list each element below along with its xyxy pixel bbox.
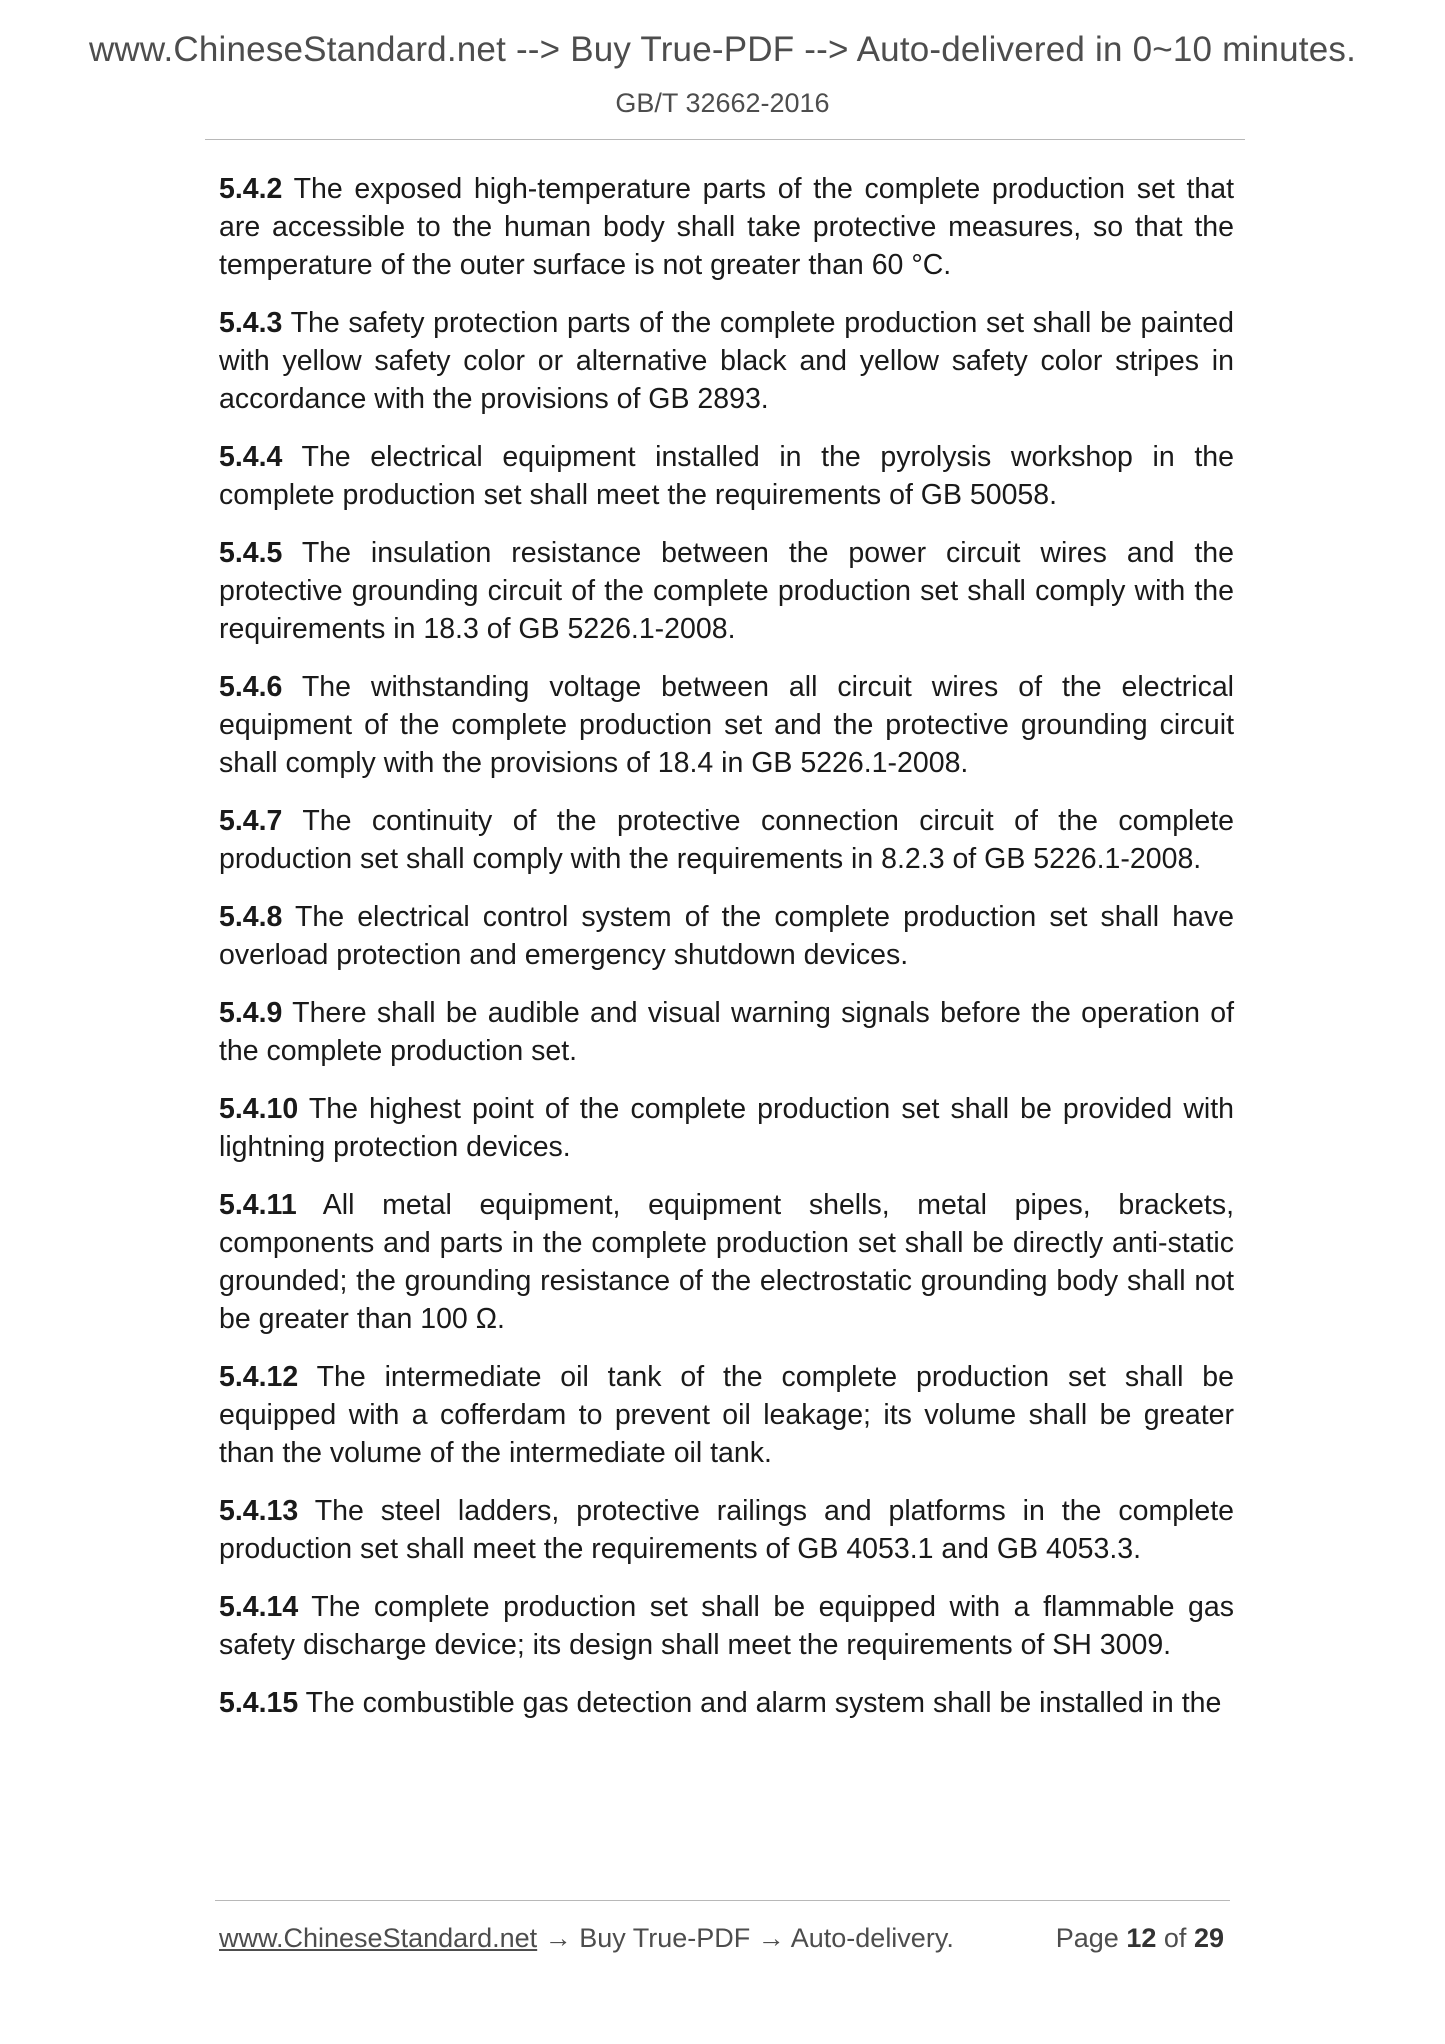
clause-5-4-2: [219, 170, 1234, 284]
clause-text: The intermediate oil tank of the complete production set shall be equipped with a cofferdam to prevent oil leakage; its volume shall be greater than the volume of the intermediate oil tank.: [219, 1361, 1235, 1469]
clause-text: There shall be audible and visual warning signals before the operation of the complete production set.: [219, 997, 1234, 1067]
clause-text: The steel ladders, protective railings and platforms in the complete production set shall meet the requirements of GB 4053.1 and GB 4053.3.: [219, 1495, 1234, 1565]
document-body: [219, 170, 1234, 1742]
clause-5-4-3: [219, 304, 1234, 418]
clause-number: 5.4.4: [219, 441, 283, 473]
clause-text: The safety protection parts of the complete production set shall be painted with yellow safety color or alternative black and yellow safety color stripes in accordance with the provisions of GB 2893.: [219, 307, 1234, 415]
clause-5-4-13: [219, 1492, 1234, 1568]
clause-text: The exposed high-temperature parts of the complete production set that are accessible to the human body shall take protective measures, so that the temperature of the outer surface is not greater than 60 °C.: [219, 173, 1235, 281]
clause-text: All metal equipment, equipment shells, metal pipes, brackets, components and parts in the complete production set shall be directly anti-static grounded; the grounding resistance of the electrostatic grounding body shall not be greater than 100 Ω.: [219, 1189, 1234, 1335]
site-link[interactable]: www.ChineseStandard.net: [219, 1923, 538, 1953]
clause-5-4-6: [219, 668, 1234, 782]
clause-number: 5.4.14: [219, 1591, 299, 1623]
page-label: Page: [1055, 1923, 1119, 1953]
clause-number: 5.4.12: [219, 1361, 299, 1393]
clause-5-4-4: [219, 438, 1234, 514]
clause-number: 5.4.6: [219, 671, 283, 703]
clause-text: The complete production set shall be equipped with a flammable gas safety discharge device; its design shall meet the requirements of SH 3009.: [219, 1591, 1235, 1661]
clause-number: 5.4.9: [219, 997, 283, 1029]
clause-number: 5.4.11: [219, 1189, 297, 1221]
clause-number: 5.4.15: [219, 1687, 299, 1719]
clause-number: 5.4.7: [219, 805, 283, 837]
clause-number: 5.4.5: [219, 537, 283, 569]
clause-5-4-12: [219, 1358, 1234, 1472]
clause-text: The insulation resistance between the power circuit wires and the protective grounding circuit of the complete production set shall comply with the requirements in 18.3 of GB 5226.1-2008.: [219, 537, 1234, 645]
clause-5-4-8: [219, 898, 1234, 974]
clause-number: 5.4.10: [219, 1093, 299, 1125]
footer-tagline: → Buy True-PDF → Auto-delivery.: [537, 1923, 954, 1953]
clause-5-4-5: [219, 534, 1234, 648]
page-total: 29: [1193, 1923, 1224, 1953]
clause-5-4-7: [219, 802, 1234, 878]
clause-text: The highest point of the complete production set shall be provided with lightning protection devices.: [219, 1093, 1235, 1163]
header-divider: [205, 139, 1245, 140]
page-indicator: [1056, 1923, 1224, 1954]
clause-text: The combustible gas detection and alarm system shall be installed in the: [305, 1687, 1222, 1719]
clause-5-4-15: [219, 1684, 1234, 1722]
document-code: GB/T 32662-2016: [615, 88, 830, 118]
clause-number: 5.4.2: [219, 173, 283, 205]
clause-5-4-10: [219, 1090, 1234, 1166]
clause-text: The electrical control system of the complete production set shall have overload protection and emergency shutdown devices.: [219, 901, 1234, 971]
clause-5-4-9: [219, 994, 1234, 1070]
clause-text: The continuity of the protective connection circuit of the complete production set shall comply with the requirements in 8.2.3 of GB 5226.1-2008.: [219, 805, 1234, 875]
clause-text: The withstanding voltage between all circuit wires of the electrical equipment of the complete production set and the protective grounding circuit shall comply with the provisions of 18.4 in GB 5226.1-2008.: [219, 671, 1234, 779]
clause-number: 5.4.8: [219, 901, 283, 933]
footer-promo: [219, 1923, 954, 1954]
page-current: 12: [1126, 1923, 1157, 1953]
page-of: of: [1163, 1923, 1187, 1953]
clause-5-4-14: [219, 1588, 1234, 1664]
page-footer: [219, 1923, 1224, 1959]
clause-text: The electrical equipment installed in the pyrolysis workshop in the complete production set shall meet the requirements of GB 50058.: [219, 441, 1235, 511]
footer-divider: [215, 1900, 1230, 1901]
clause-5-4-11: [219, 1186, 1234, 1338]
site-banner: www.ChineseStandard.net --> Buy True-PDF --> Auto-delivered in 0~10 minutes.: [88, 30, 1357, 69]
clause-number: 5.4.13: [219, 1495, 299, 1527]
clause-number: 5.4.3: [219, 307, 283, 339]
